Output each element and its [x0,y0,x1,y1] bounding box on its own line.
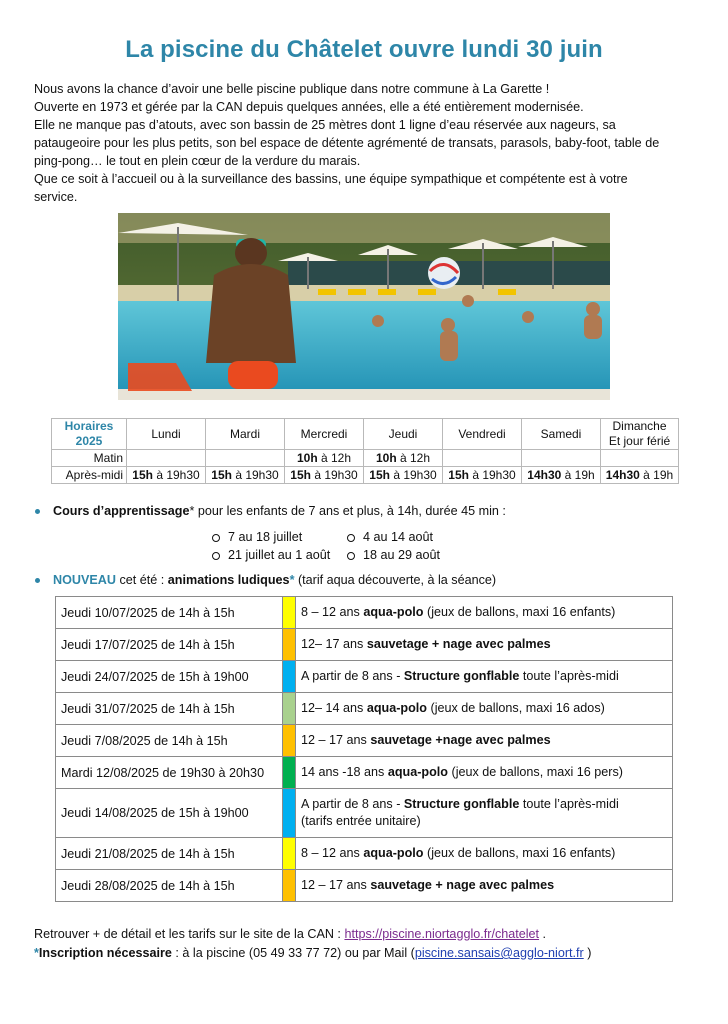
time-cell [443,450,522,467]
time-cell: 15h à 19h30 [364,467,443,484]
header-label-line: 2025 [75,434,103,448]
day-header-line: Dimanche [612,419,667,433]
color-swatch [283,597,296,629]
star-mark: * [289,573,295,587]
activity-date: Jeudi 7/08/2025 de 14h à 15h [56,725,283,757]
day-header [601,419,679,450]
footer-line-registration: *Inscription nécessaire : à la piscine (05 49 33 77 72) ou par Mail (piscine.sansais@agglo-niort.fr ) [34,946,592,960]
day-header: Mercredi [285,419,364,450]
activity-row [56,870,673,902]
activity-description: 12– 14 ans aqua-polo (jeux de ballons, maxi 16 ados) [296,693,673,725]
activity-description: A partir de 8 ans - Structure gonflable toute l’après-midi [296,661,673,693]
star-mark: * [189,504,195,518]
intro-line: Que ce soit à l’accueil ou à la surveillance des bassins, une équipe sympathique et compétente est à votre [34,172,628,186]
day-header-line: Et jour férié [608,434,671,448]
circle-bullet-icon [347,552,355,560]
header-label-line: Horaires [64,419,114,433]
opening-hours-table [51,418,679,484]
courses-bullet [35,504,506,518]
time-cell: 14h30 à 19h [522,467,601,484]
activity-date: Jeudi 28/08/2025 de 14h à 15h [56,870,283,902]
page-title: La piscine du Châtelet ouvre lundi 30 juin [125,36,603,63]
intro-paragraph [34,80,704,206]
nouveau-label: NOUVEAU [53,573,116,587]
footer [34,925,591,963]
intro-line: ping-pong… le tout en plein cœur de la verdure du marais. [34,154,361,168]
activity-date: Jeudi 14/08/2025 de 15h à 19h00 [56,789,283,838]
activity-description: 14 ans -18 ans aqua-polo (jeux de ballons, maxi 16 pers) [296,757,673,789]
animations-title: animations ludiques [167,573,290,587]
time-cell: 15h à 19h30 [127,467,206,484]
color-swatch [283,789,296,838]
time-cell: 15h à 19h30 [443,467,522,484]
registration-label: Inscription nécessaire [38,946,172,960]
time-cell [206,450,285,467]
activity-date: Jeudi 10/07/2025 de 14h à 15h [56,597,283,629]
intro-line: Elle ne manque pas d’atouts, avec son bassin de 25 mètres dont 1 ligne d’eau réservée aux nageurs, sa [34,118,616,132]
intro-line: Nous avons la chance d’avoir une belle piscine publique dans notre commune à La Garette ! [34,82,550,96]
activity-row [56,757,673,789]
activity-description: 12– 17 ans sauvetage + nage avec palmes [296,629,673,661]
courses-text: pour les enfants de 7 ans et plus, à 14h, durée 45 min : [194,504,506,518]
activity-description: 8 – 12 ans aqua-polo (jeux de ballons, maxi 16 enfants) [296,597,673,629]
activities-table [55,596,673,902]
activity-date: Jeudi 24/07/2025 de 15h à 19h00 [56,661,283,693]
color-swatch [283,725,296,757]
activity-row [56,725,673,757]
circle-bullet-icon [212,534,220,542]
bullet-icon [35,578,40,583]
course-date: 4 au 14 août [347,530,433,544]
bullet-icon [35,509,40,514]
pool-photo [118,213,610,400]
activity-date: Jeudi 31/07/2025 de 14h à 15h [56,693,283,725]
time-cell [522,450,601,467]
pool-photo-image [118,213,610,400]
activity-date: Jeudi 21/08/2025 de 14h à 15h [56,838,283,870]
day-header: Jeudi [364,419,443,450]
course-date: 7 au 18 juillet [212,530,302,544]
activity-row [56,597,673,629]
nouveau-bullet: NOUVEAU cet été : animations ludiques* (tarif aqua découverte, à la séance) [35,573,496,587]
time-cell: 15h à 19h30 [285,467,364,484]
activity-description: 12 – 17 ans sauvetage + nage avec palmes [296,870,673,902]
row-label: Matin [52,450,127,467]
activity-description: A partir de 8 ans - Structure gonflable toute l’après-midi (tarifs entrée unitaire) [296,789,673,838]
day-header: Lundi [127,419,206,450]
email-link[interactable]: piscine.sansais@agglo-niort.fr [414,946,584,960]
color-swatch [283,838,296,870]
activity-date: Mardi 12/08/2025 de 19h30 à 20h30 [56,757,283,789]
time-cell: 10h à 12h [364,450,443,467]
intro-line: service. [34,190,78,204]
color-swatch [283,629,296,661]
table-header-row [52,419,679,450]
footer-line-website: Retrouver + de détail et les tarifs sur le site de la CAN : https://piscine.niortagglo.fr/chatelet . [34,927,547,941]
table-row [52,450,679,467]
website-link[interactable]: https://piscine.niortagglo.fr/chatelet [344,927,540,941]
activity-description: 8 – 12 ans aqua-polo (jeux de ballons, maxi 16 enfants) [296,838,673,870]
row-label: Après-midi [52,467,127,484]
activity-row [56,629,673,661]
activity-description: 12 – 17 ans sauvetage +nage avec palmes [296,725,673,757]
course-date: 21 juillet au 1 août [212,548,330,562]
time-cell [127,450,206,467]
color-swatch [283,693,296,725]
activity-row [56,693,673,725]
day-header: Vendredi [443,419,522,450]
time-cell: 15h à 19h30 [206,467,285,484]
table-corner-cell [52,419,127,450]
intro-line: Ouverte en 1973 et gérée par la CAN depuis quelques années, elle a été entièrement modernisée. [34,100,584,114]
activity-row [56,661,673,693]
course-date: 18 au 29 août [347,548,440,562]
color-swatch [283,870,296,902]
color-swatch [283,757,296,789]
intro-line: pataugeoire pour les plus petits, son bel espace de détente agrémenté de transats, parasols, baby-foot, table de [34,136,660,150]
circle-bullet-icon [347,534,355,542]
courses-title: Cours d’apprentissage [53,504,190,518]
activity-date: Jeudi 17/07/2025 de 14h à 15h [56,629,283,661]
activity-row [56,789,673,838]
color-swatch [283,661,296,693]
time-cell [601,450,679,467]
time-cell: 14h30 à 19h [601,467,679,484]
table-row [52,467,679,484]
day-header: Mardi [206,419,285,450]
day-header: Samedi [522,419,601,450]
time-cell: 10h à 12h [285,450,364,467]
circle-bullet-icon [212,552,220,560]
activity-row [56,838,673,870]
